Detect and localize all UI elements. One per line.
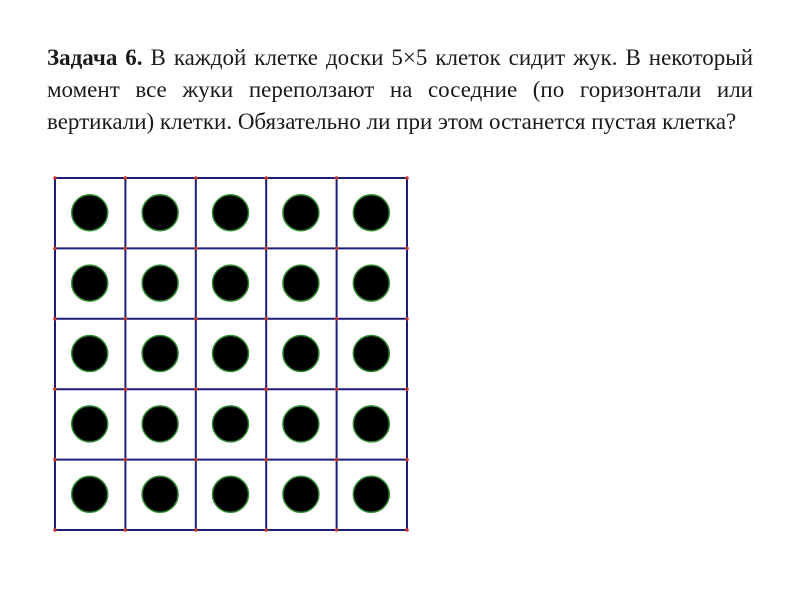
problem-text: В каждой клетке доски 5×5 клеток сидит жук. В некоторый момент все жуки переползают на соседние (по горизонтали или вертикали) клетки. Обязательно ли при этом останется пустая клетка? <box>47 45 754 134</box>
bug <box>72 406 108 442</box>
grid-corner-dot <box>124 317 128 321</box>
grid-corner-dot <box>335 458 339 462</box>
bug <box>283 336 319 372</box>
grid-corner-dot <box>124 528 128 532</box>
grid-corner-dot <box>124 176 128 180</box>
grid-corner-dot <box>405 176 409 180</box>
bug <box>213 406 249 442</box>
board-svg <box>50 175 412 533</box>
grid-corner-dot <box>194 458 198 462</box>
bug <box>142 476 178 512</box>
board <box>50 175 412 533</box>
problem-label: Задача 6. <box>47 45 143 70</box>
grid-corner-dot <box>53 247 57 251</box>
bug <box>213 476 249 512</box>
grid-corner-dot <box>335 387 339 391</box>
grid-corner-dot <box>124 247 128 251</box>
grid-corner-dot <box>335 176 339 180</box>
grid-corner-dot <box>194 317 198 321</box>
bug <box>213 265 249 301</box>
grid-corner-dot <box>264 317 268 321</box>
bug <box>142 336 178 372</box>
bug <box>353 265 389 301</box>
grid-corner-dot <box>335 317 339 321</box>
grid-corner-dot <box>53 387 57 391</box>
grid-corner-dot <box>405 317 409 321</box>
bug <box>213 336 249 372</box>
bug <box>213 195 249 231</box>
bug <box>283 406 319 442</box>
grid-corner-dot <box>53 528 57 532</box>
bug <box>72 195 108 231</box>
grid-corner-dot <box>194 247 198 251</box>
bug <box>283 265 319 301</box>
grid-corner-dot <box>124 458 128 462</box>
grid-corner-dot <box>124 387 128 391</box>
grid-corner-dot <box>194 387 198 391</box>
bug <box>72 265 108 301</box>
grid-corner-dot <box>53 176 57 180</box>
bug <box>353 336 389 372</box>
bug <box>353 406 389 442</box>
bug <box>142 406 178 442</box>
grid-corner-dot <box>264 528 268 532</box>
grid-corner-dot <box>53 317 57 321</box>
bug <box>283 476 319 512</box>
grid-corner-dot <box>405 387 409 391</box>
grid-corner-dot <box>405 458 409 462</box>
grid-corner-dot <box>405 247 409 251</box>
grid-corner-dot <box>335 247 339 251</box>
grid-corner-dot <box>264 458 268 462</box>
bug <box>283 195 319 231</box>
bug <box>72 336 108 372</box>
grid-corner-dot <box>264 247 268 251</box>
problem-statement <box>47 42 753 138</box>
grid-corner-dot <box>264 387 268 391</box>
bug <box>353 476 389 512</box>
bug <box>142 265 178 301</box>
grid-corner-dot <box>264 176 268 180</box>
grid-corner-dot <box>194 176 198 180</box>
grid-corner-dot <box>194 528 198 532</box>
bug <box>72 476 108 512</box>
grid-corner-dot <box>405 528 409 532</box>
bug <box>353 195 389 231</box>
grid-corner-dot <box>335 528 339 532</box>
bug <box>142 195 178 231</box>
grid-corner-dot <box>53 458 57 462</box>
